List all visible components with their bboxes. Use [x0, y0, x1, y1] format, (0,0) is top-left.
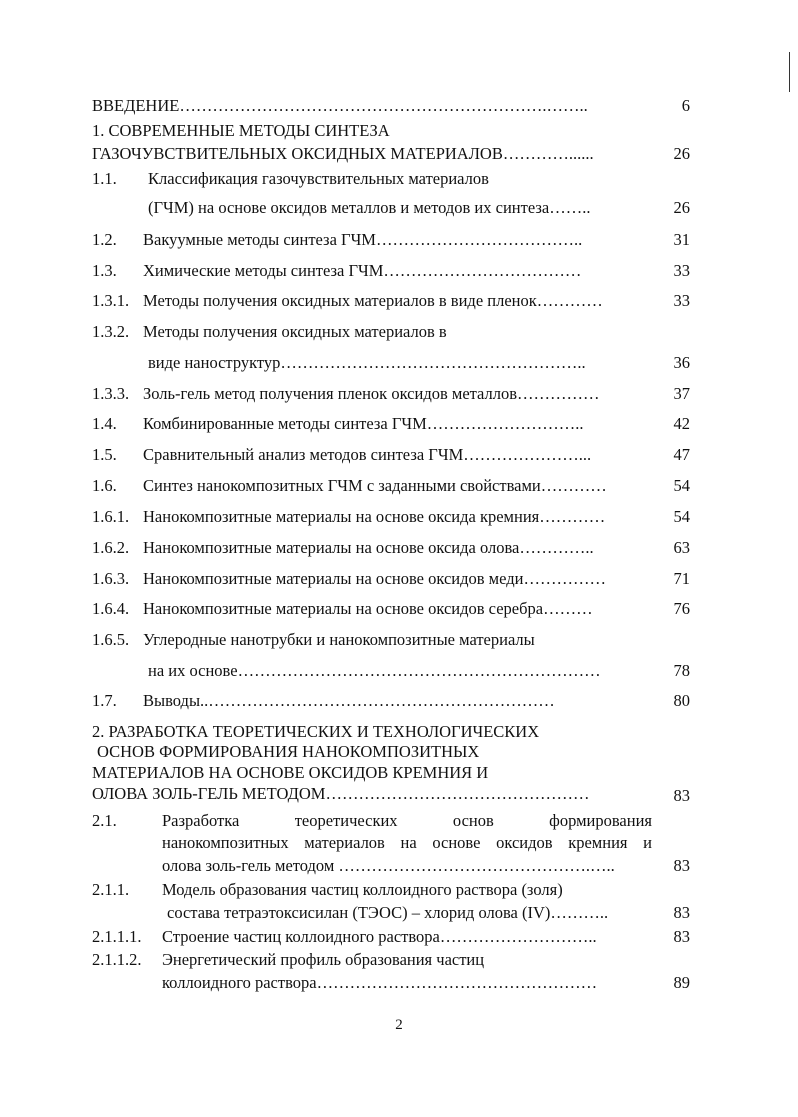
toc-page-number: 26	[673, 198, 690, 217]
toc-page-number: 63	[673, 538, 690, 557]
toc-page-number: 6	[681, 96, 690, 115]
toc-entry-text: Выводы..………………………………………………………	[143, 691, 555, 710]
toc-page-number: 83	[673, 903, 690, 922]
page-number: 2	[395, 1017, 403, 1033]
toc-entry-text: (ГЧМ) на основе оксидов металлов и методов их синтеза……..	[148, 198, 591, 217]
toc-entry-text: олова золь-гель методом ……………………………………….…..	[162, 856, 615, 875]
toc-entry-number: 1.3.3.	[92, 384, 130, 403]
toc-page-number: 71	[673, 569, 690, 588]
toc-entry-number: 1.3.2.	[92, 322, 130, 341]
toc-entry-number: 2.1.1.1.	[92, 927, 142, 946]
toc-entry-text: на их основе…………………………………………………………	[148, 661, 601, 680]
toc-page-number: 83	[673, 927, 690, 946]
toc-entry-text: Нанокомпозитные материалы на основе оксидов серебра………	[143, 599, 593, 618]
toc-entry-text: Вакуумные методы синтеза ГЧМ………………………………..	[143, 230, 583, 249]
toc-page-number: 42	[673, 414, 690, 433]
toc-entry-text: ОСНОВ ФОРМИРОВАНИЯ НАНОКОМПОЗИТНЫХ	[97, 742, 480, 761]
toc-entry-number: 1.6.5.	[92, 630, 130, 649]
toc-entry-text: Нанокомпозитные материалы на основе оксида кремния…………	[143, 507, 606, 526]
toc-entry-number: 1.3.	[92, 261, 117, 280]
toc-page-number: 54	[673, 507, 690, 526]
toc-page-number: 76	[673, 599, 690, 618]
toc-entry-text: Нанокомпозитные материалы на основе оксидов меди……………	[143, 569, 606, 588]
toc-page-number: 26	[673, 144, 690, 163]
toc-entry-number: 1.6.4.	[92, 599, 130, 618]
toc-entry-text: Синтез нанокомпозитных ГЧМ с заданными свойствами…………	[143, 476, 607, 495]
toc-entry-number: 1.6.2.	[92, 538, 130, 557]
toc-page-number: 54	[673, 476, 690, 495]
toc-page-number: 36	[673, 353, 690, 372]
toc-entry-text: Модель образования частиц коллоидного раствора (золя)	[162, 880, 563, 899]
toc-entry-text: Сравнительный анализ методов синтеза ГЧМ…………………...	[143, 445, 592, 464]
toc-page-number: 31	[673, 230, 690, 249]
toc-entry-text: 1. СОВРЕМЕННЫЕ МЕТОДЫ СИНТЕЗА	[92, 121, 390, 140]
toc-entry-text: коллоидного раствора……………………………………………	[162, 973, 598, 992]
toc-entry-text: ОЛОВА ЗОЛЬ-ГЕЛЬ МЕТОДОМ…………………………………………	[92, 784, 590, 803]
toc-entry-number: 1.3.1.	[92, 291, 130, 310]
toc-entry-number: 2.1.	[92, 811, 117, 830]
toc-page-number: 78	[673, 661, 690, 680]
toc-page-number: 89	[673, 973, 690, 992]
toc-entry-number: 2.1.1.2.	[92, 950, 142, 969]
toc-entry-text: Золь-гель метод получения пленок оксидов металлов……………	[143, 384, 600, 403]
toc-entry-number: 1.2.	[92, 230, 117, 249]
toc-entry-text: Классификация газочувствительных материалов	[148, 169, 489, 188]
toc-entry-text: виде наноструктур………………………………………………..	[148, 353, 586, 372]
toc-entry-number: 1.5.	[92, 445, 117, 464]
toc-page-number: 37	[673, 384, 690, 403]
toc-entry-number: 1.7.	[92, 691, 117, 710]
toc-entry-text: ГАЗОЧУВСТВИТЕЛЬНЫХ ОКСИДНЫХ МАТЕРИАЛОВ…………......	[92, 144, 594, 163]
toc-entry-number: 1.4.	[92, 414, 117, 433]
toc-page-number: 83	[673, 856, 690, 875]
page-edge-mark	[789, 52, 790, 92]
toc-entry-text: Химические методы синтеза ГЧМ………………………………	[143, 261, 582, 280]
toc-entry-text: Строение частиц коллоидного раствора………………………..	[162, 927, 597, 946]
toc-entry-text: ВВЕДЕНИЕ………………………………………………………….……..	[92, 96, 588, 115]
toc-entry-text: нанокомпозитных материалов на основе оксидов кремния и	[162, 833, 652, 852]
toc-entry-number: 2.1.1.	[92, 880, 130, 899]
toc-page-number: 33	[673, 291, 690, 310]
toc-entry-number: 1.6.3.	[92, 569, 130, 588]
toc-entry-text: Нанокомпозитные материалы на основе оксида олова…………..	[143, 538, 594, 557]
toc-page-number: 47	[673, 445, 690, 464]
toc-entry-number: 1.6.	[92, 476, 117, 495]
toc-entry-number: 1.1.	[92, 169, 117, 188]
toc-entry-text: Разработка теоретических основ формирования	[162, 811, 652, 830]
toc-entry-text: Углеродные нанотрубки и нанокомпозитные материалы	[143, 630, 535, 649]
toc-entry-text: Комбинированные методы синтеза ГЧМ………………………..	[143, 414, 584, 433]
toc-page-number: 83	[673, 786, 690, 805]
toc-entry-text: Методы получения оксидных материалов в виде пленок…………	[143, 291, 603, 310]
toc-entry-text: Методы получения оксидных материалов в	[143, 322, 447, 341]
toc-entry-text: состава тетраэтоксисилан (ТЭОС) – хлорид олова (IV)………..	[167, 903, 609, 922]
toc-page-number: 80	[673, 691, 690, 710]
toc-page-number: 33	[673, 261, 690, 280]
toc-entry-text: 2. РАЗРАБОТКА ТЕОРЕТИЧЕСКИХ И ТЕХНОЛОГИЧЕСКИХ	[92, 722, 540, 741]
toc-entry-number: 1.6.1.	[92, 507, 130, 526]
toc-entry-text: МАТЕРИАЛОВ НА ОСНОВЕ ОКСИДОВ КРЕМНИЯ И	[92, 763, 489, 782]
toc-entry-text: Энергетический профиль образования частиц	[162, 950, 485, 969]
